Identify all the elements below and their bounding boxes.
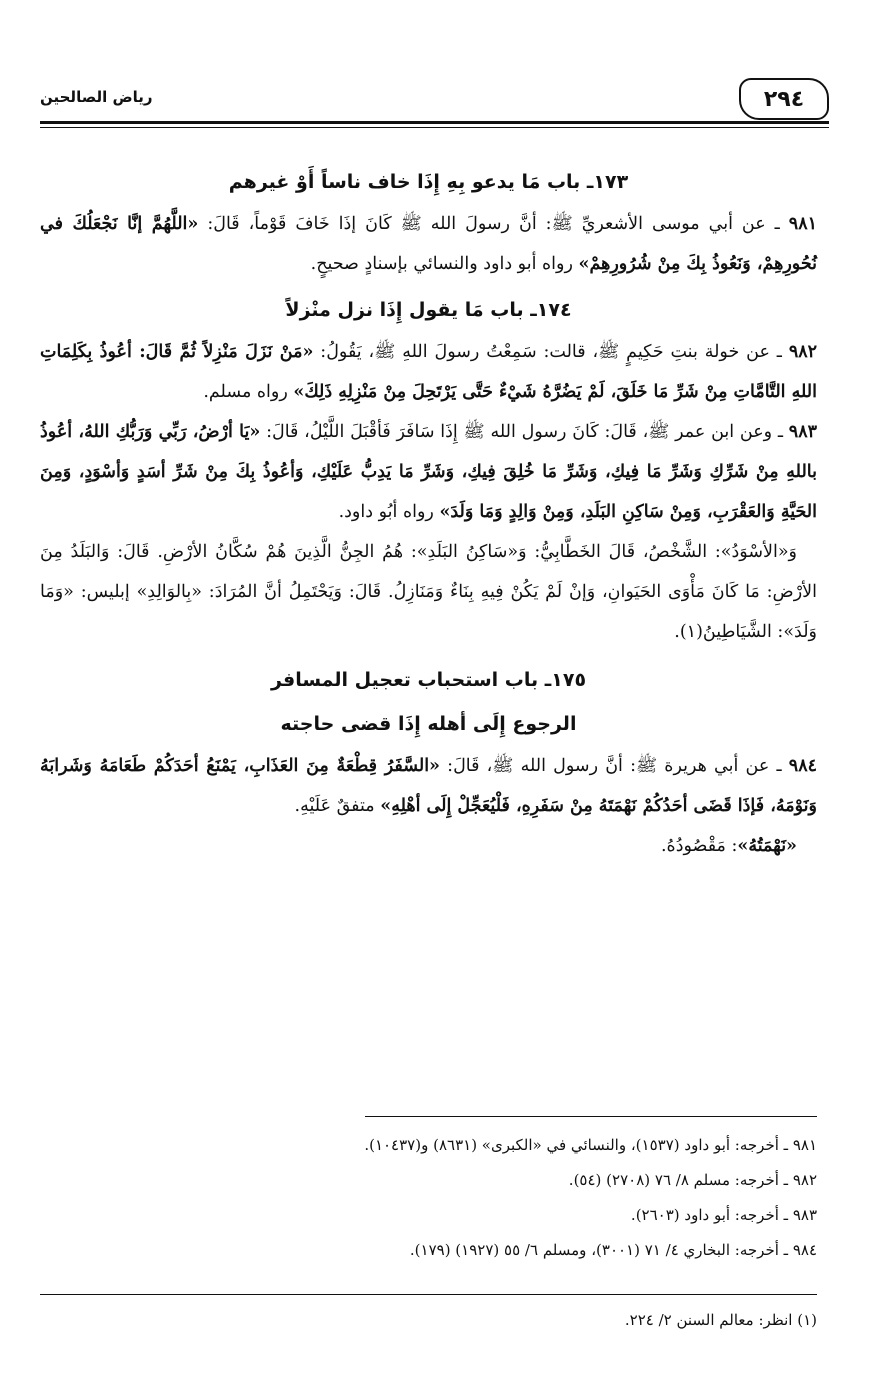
chapter-heading-174: ١٧٤ـ باب مَا يقول إِذَا نزل منْزلاً [285, 299, 572, 321]
hadith-number: ٩٨٢ [788, 342, 818, 362]
chapter-heading-173: ١٧٣ـ باب مَا يدعو بِهِ إِذَا خاف ناساً أَوْ غيرهم [228, 171, 629, 193]
footnotes [40, 1128, 817, 1268]
hadith-quote: «يَا أرْضُ، رَبِّي وَرَبُّكِ اللهُ، أعُوذُ باللهِ مِنْ شَرِّكِ وَشَرِّ مَا فِيكِ، وَشَرِّ مَا خُلِقَ فِيكِ، وَشَرِّ مَا يَدِبُّ عَلَيْكِ، وَأعُوذُ بِكَ مِنْ شَرِّ أسَدٍ وَأسْوَدٍ، وَمِنَ الحَيَّةِ وَالعَقْرَبِ، وَمِنْ سَاكِنِ البَلَدِ، وَمِنْ وَالِدٍ وَمَا وَلَدَ» [40, 422, 817, 522]
footnote-984: ٩٨٤ ـ أخرجه: البخاري ٤/ ٧١ (٣٠٠١)، ومسلم ٦/ ٥٥ (١٩٢٧) (١٧٩). [409, 1241, 817, 1259]
hadith-intro: ـ عن أبي هريرة ﷺ: أنَّ رسول الله ﷺ، قَالَ: [440, 756, 789, 776]
hadith-number: ٩٨١ [788, 214, 817, 234]
hadith-number: ٩٨٣ [788, 422, 817, 442]
main-text [40, 160, 817, 866]
gloss-984 [40, 826, 817, 866]
hadith-quote: «مَنْ نَزَلَ مَنْزِلاً ثُمَّ قَالَ: أعُوذُ بِكَلِمَاتِ اللهِ التَّامَّاتِ مِنْ شَرِّ مَا خَلَقَ، لَمْ يَضُرَّهُ شَيْءٌ حَتَّى يَرْتَحِلَ مِنْ مَنْزِلِهِ ذَلِكَ» [40, 342, 817, 402]
endnote-rule [40, 1294, 817, 1295]
hadith-number: ٩٨٤ [788, 756, 817, 776]
hadith-reference: رواه مسلم. [203, 382, 294, 402]
hadith-983 [40, 412, 817, 532]
hadith-982 [40, 332, 817, 412]
hadith-984 [40, 746, 817, 826]
hadith-quote: «اللَّهُمَّ إنَّا نَجْعَلُكَ في نُحُورِهِمْ، وَنَعُوذُ بِكَ مِنْ شُرُورِهِمْ» [40, 214, 817, 274]
hadith-reference: رواه أبو داود والنسائي بإسنادٍ صحيحٍ. [310, 254, 579, 274]
footnote-981: ٩٨١ ـ أخرجه: أبو داود (١٥٣٧)، والنسائي في «الكبرى» (٨٦٣١) و(١٠٤٣٧). [364, 1136, 817, 1154]
page-number: ٢٩٤ [739, 78, 829, 120]
footnote-983: ٩٨٣ ـ أخرجه: أبو داود (٢٦٠٣). [630, 1206, 817, 1224]
footnote-982: ٩٨٢ ـ أخرجه: مسلم ٨/ ٧٦ (٢٧٠٨) (٥٤). [568, 1171, 817, 1189]
hadith-981 [40, 204, 817, 284]
hadith-quote: «السَّفَرُ قِطْعَةٌ مِنَ العَذَابِ، يَمْنَعُ أحَدَكُمْ طَعَامَهُ وَشَرابَهُ وَنَوْمَهُ، فَإذَا قَضَى أحَدُكُمْ نَهْمَتَهُ مِنْ سَفَرِهِ، فَلْيُعَجِّلْ إِلَى أهْلِهِ» [40, 756, 817, 816]
gloss-definition: : مَقْصُودُهُ. [660, 836, 738, 856]
gloss-term: «نَهْمَتُهُ» [737, 836, 797, 856]
chapter-heading-175: ١٧٥ـ باب استحباب تعجيل المسافر [270, 669, 587, 691]
hadith-reference: رواه أبُو داود. [338, 502, 440, 522]
chapter-heading-175-continued: الرجوع إِلَى أهله إِذَا قضى حاجته [280, 713, 577, 735]
book-title: رياض الصالحين [40, 88, 153, 106]
hadith-intro: ـ وعن ابن عمر ﷺ، قَالَ: كَانَ رسول الله ﷺ إِذَا سَافَرَ فَأقْبَلَ اللَّيْلُ، قَالَ: [260, 422, 789, 442]
hadith-reference: متفقٌ عَلَيْهِ. [294, 796, 381, 816]
page-header [40, 78, 829, 124]
header-rule [40, 121, 829, 124]
footnote-rule [365, 1116, 817, 1117]
commentary-983: وَ«الأسْوَدُ»: الشَّخْصُ، قَالَ الخَطَّابِيُّ: وَ«سَاكِنُ البَلَدِ»: هُمُ الجِنُّ الَّذِينَ هُمْ سُكَّانُ الأرْضِ. قَالَ: وَالبَلَدُ مِنَ الأرْضِ: مَا كَانَ مَأْوَى الحَيَوانِ، وَإنْ لَمْ يَكُنْ فِيهِ بِنَاءٌ وَمَنَازِلُ. قَالَ: وَيَحْتَمِلُ أنَّ المُرَادَ: «بِالوَالِدِ» إبليس: «وَمَا وَلَدَ»: الشَّيَاطِينُ(١). [40, 542, 817, 642]
hadith-intro: ـ عن أبي موسى الأشعريِّ ﷺ: أنَّ رسولَ الله ﷺ كَانَ إذَا خَافَ قَوْماً، قَالَ: [198, 214, 789, 234]
endnote-1: (١) انظر: معالم السنن ٢/ ٢٢٤. [624, 1311, 817, 1329]
hadith-intro: ـ عن خولة بنتِ حَكِيمٍ ﷺ، قالت: سَمِعْتُ رسولَ اللهِ ﷺ، يَقُولُ: [313, 342, 789, 362]
header-rule-thin [40, 127, 829, 128]
